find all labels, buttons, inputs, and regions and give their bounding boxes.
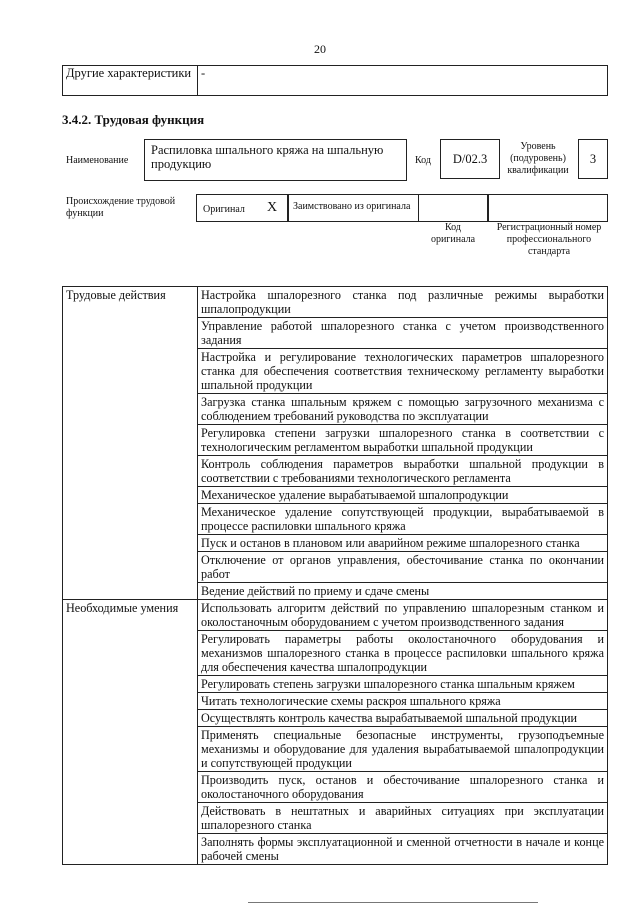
table-cell: Механическое удаление сопутствующей продукции, вырабатываемой в процессе распиловки шпального кряжа [198,504,608,535]
table-cell: Ведение действий по приему и сдаче смены [198,583,608,600]
code-label: Код [415,155,431,166]
table-cell: Управление работой шпалорезного станка с учетом производственного задания [198,318,608,349]
other-characteristics-label: Другие характеристики [63,66,198,96]
table-cell: Настройка и регулирование технологических параметров шпалорезного станка для обеспечения соответствия техническому регламенту выработки шпальной продукции [198,349,608,394]
other-characteristics-table [62,65,608,96]
other-characteristics-value: - [198,66,608,96]
origin-label: Происхождение трудовой функции [66,196,176,219]
original-cell [196,194,288,222]
reg-number-cell [488,194,608,222]
table-cell: Пуск и останов в плановом или аварийном режиме шпалорезного станка [198,535,608,552]
function-code-box [440,139,500,179]
borrowed-cell [288,194,419,222]
original-mark: X [267,200,278,215]
table-cell: Заполнять формы эксплуатационной и сменной отчетности в начале и конце рабочей смены [198,834,608,865]
reg-number-label: Регистрационный номер профессионального стандарта [496,222,602,257]
table-cell: Регулировка степени загрузки шпалорезного станка в соответствии с технологическим регламентом выработки шпальной продукции [198,425,608,456]
table-cell: Настройка шпалорезного станка под различные режимы выработки шпалопродукции [198,287,608,318]
table-row [63,287,608,318]
borrowed-label: Заимствовано из оригинала [293,201,411,212]
level-label: Уровень (подуровень) квалификации [507,141,569,176]
section-category: Трудовые действия [63,287,198,600]
level-box [578,139,608,179]
code-original-cell [418,194,488,222]
labor-function-table [62,286,608,865]
code-original-label: Код оригинала [430,222,476,245]
page-bottom-line [248,902,538,903]
section-title: 3.4.2. Трудовая функция [62,112,205,127]
function-code-value: D/02.3 [452,152,488,166]
table-cell: Отключение от органов управления, обесточивание станка по окончании работ [198,552,608,583]
section-category: Необходимые умения [63,600,198,865]
table-cell: Регулировать параметры работы околостаночного оборудования и механизмов шпалорезного станка в процессе распиловки шпального кряжа для обеспечения качества шпалопродукции [198,631,608,676]
table-cell: Читать технологические схемы раскроя шпального кряжа [198,693,608,710]
table-cell: Применять специальные безопасные инструменты, грузоподъемные механизмы и оборудование для удаления вырабатываемой шпалопродукции и сопутствующей продукции [198,727,608,772]
table-cell: Загрузка станка шпальным кряжем с помощью загрузочного механизма с соблюдением требований руководства по эксплуатации [198,394,608,425]
function-name-value: Распиловка шпального кряжа на шпальную продукцию [151,143,384,171]
table-cell: Регулировать степень загрузки шпалорезного станка шпальным кряжем [198,676,608,693]
table-cell: Использовать алгоритм действий по управлению шпалорезным станком и околостаночным оборудованием с учетом производственного задания [198,600,608,631]
function-name-box [144,139,407,181]
table-cell: Механическое удаление вырабатываемой шпалопродукции [198,487,608,504]
level-value: 3 [589,152,597,166]
table-cell: Контроль соблюдения параметров выработки шпальной продукции в соответствии с требованиями технологического регламента [198,456,608,487]
table-cell: Действовать в нештатных и аварийных ситуациях при эксплуатации шпалорезного станка [198,803,608,834]
page-number: 20 [314,42,326,56]
name-label: Наименование [66,155,129,166]
original-label: Оригинал [203,204,245,215]
table-row [63,600,608,631]
table-cell: Осуществлять контроль качества вырабатываемой шпальной продукции [198,710,608,727]
table-cell: Производить пуск, останов и обесточивание шпалорезного станка и околостаночного оборудования [198,772,608,803]
